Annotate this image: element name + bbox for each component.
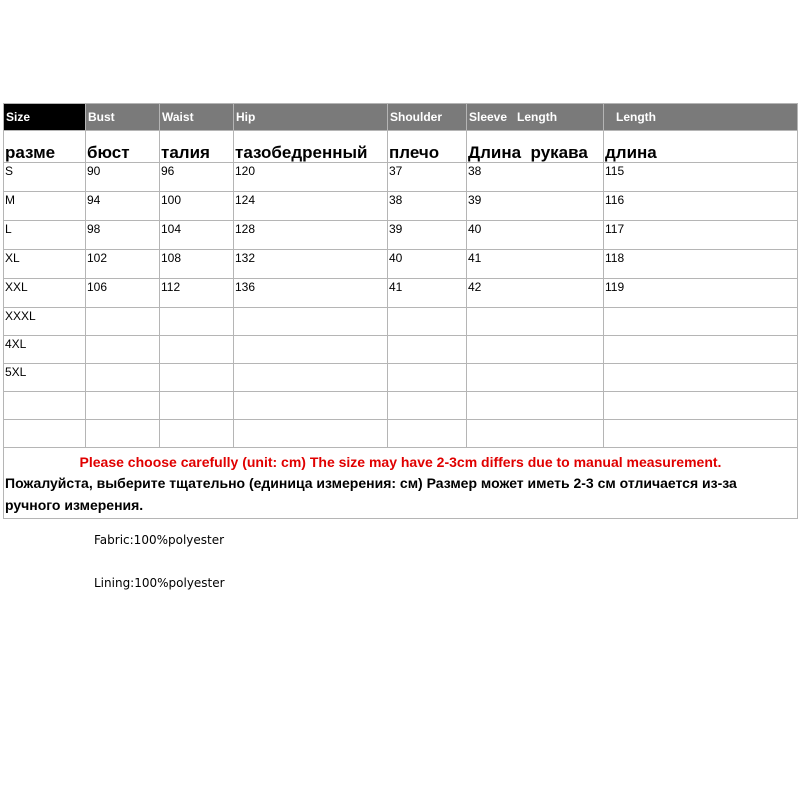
table-row — [4, 336, 798, 364]
cell-length: 116 — [604, 192, 798, 221]
cell-shoulder — [388, 392, 467, 420]
lining-info: Lining:100%polyester — [94, 576, 225, 590]
cell-hip — [234, 336, 388, 364]
cell-bust: 102 — [86, 250, 160, 279]
cell-waist: 112 — [160, 279, 234, 308]
cell-length — [604, 420, 798, 448]
cell-sleeve-length — [467, 420, 604, 448]
cell-sleeve-length: 41 — [467, 250, 604, 279]
cell-size: XXL — [4, 279, 86, 308]
cell-hip — [234, 364, 388, 392]
fabric-info: Fabric:100%polyester — [94, 533, 225, 547]
cell-waist — [160, 336, 234, 364]
cell-sleeve-length: 39 — [467, 192, 604, 221]
header-bust: Bust — [86, 104, 160, 131]
cell-size: XXXL — [4, 308, 86, 336]
cell-length: 119 — [604, 279, 798, 308]
cell-waist — [160, 420, 234, 448]
cell-bust: 94 — [86, 192, 160, 221]
cell-shoulder: 37 — [388, 163, 467, 192]
header-shoulder: Shoulder — [388, 104, 467, 131]
cell-sleeve-length — [467, 308, 604, 336]
cell-waist — [160, 308, 234, 336]
cell-sleeve-length: 40 — [467, 221, 604, 250]
note-cell — [4, 448, 798, 519]
note-english: Please choose carefully (unit: cm) The size may have 2-3cm differs due to manual measurement. — [79, 454, 722, 470]
cell-waist: 100 — [160, 192, 234, 221]
cell-length — [604, 364, 798, 392]
cell-sleeve-length — [467, 364, 604, 392]
table-row — [4, 279, 798, 308]
cell-sleeve-length — [467, 336, 604, 364]
cell-bust: 106 — [86, 279, 160, 308]
cell-length — [604, 392, 798, 420]
cell-waist: 96 — [160, 163, 234, 192]
header-ru-hip: тазобедренный — [234, 131, 388, 163]
cell-hip: 136 — [234, 279, 388, 308]
cell-sleeve-length: 38 — [467, 163, 604, 192]
header-ru-bust: бюст — [86, 131, 160, 163]
header-row-english — [4, 104, 798, 131]
cell-shoulder: 40 — [388, 250, 467, 279]
cell-hip — [234, 392, 388, 420]
cell-bust — [86, 420, 160, 448]
note-russian: Пожалуйста, выберите тщательно (единица измерения: см) Размер может иметь 2-3 см отличается из-за ручного измерения. — [5, 475, 737, 513]
cell-bust — [86, 364, 160, 392]
table-row — [4, 221, 798, 250]
cell-size: L — [4, 221, 86, 250]
size-chart-table — [3, 103, 798, 519]
cell-shoulder: 39 — [388, 221, 467, 250]
cell-bust — [86, 336, 160, 364]
table-row — [4, 163, 798, 192]
cell-waist — [160, 364, 234, 392]
cell-length: 117 — [604, 221, 798, 250]
cell-waist: 104 — [160, 221, 234, 250]
table-row — [4, 420, 798, 448]
cell-bust — [86, 392, 160, 420]
cell-shoulder — [388, 336, 467, 364]
header-ru-sleeve-length: Длина рукава — [467, 131, 604, 163]
cell-hip — [234, 420, 388, 448]
cell-length: 118 — [604, 250, 798, 279]
cell-hip: 124 — [234, 192, 388, 221]
cell-bust: 98 — [86, 221, 160, 250]
table-row — [4, 192, 798, 221]
cell-shoulder — [388, 420, 467, 448]
cell-hip: 120 — [234, 163, 388, 192]
cell-shoulder: 38 — [388, 192, 467, 221]
header-ru-size: разме — [4, 131, 86, 163]
header-waist: Waist — [160, 104, 234, 131]
cell-hip — [234, 308, 388, 336]
header-ru-waist: талия — [160, 131, 234, 163]
header-ru-length: длина — [604, 131, 798, 163]
header-row-russian — [4, 131, 798, 163]
table-row — [4, 250, 798, 279]
cell-bust — [86, 308, 160, 336]
cell-size — [4, 420, 86, 448]
cell-hip: 132 — [234, 250, 388, 279]
cell-sleeve-length — [467, 392, 604, 420]
header-hip: Hip — [234, 104, 388, 131]
cell-shoulder: 41 — [388, 279, 467, 308]
cell-size: 5XL — [4, 364, 86, 392]
header-length: Length — [604, 104, 798, 131]
header-ru-shoulder: плечо — [388, 131, 467, 163]
table-row — [4, 308, 798, 336]
table-row — [4, 364, 798, 392]
note-row — [4, 448, 798, 519]
cell-size — [4, 392, 86, 420]
cell-length: 115 — [604, 163, 798, 192]
cell-size: S — [4, 163, 86, 192]
cell-size: M — [4, 192, 86, 221]
cell-length — [604, 336, 798, 364]
cell-shoulder — [388, 364, 467, 392]
cell-hip: 128 — [234, 221, 388, 250]
cell-waist: 108 — [160, 250, 234, 279]
cell-size: 4XL — [4, 336, 86, 364]
header-size: Size — [4, 104, 86, 131]
table-row — [4, 392, 798, 420]
cell-size: XL — [4, 250, 86, 279]
cell-length — [604, 308, 798, 336]
header-sleeve-length: Sleeve Length — [467, 104, 604, 131]
cell-waist — [160, 392, 234, 420]
cell-sleeve-length: 42 — [467, 279, 604, 308]
cell-shoulder — [388, 308, 467, 336]
cell-bust: 90 — [86, 163, 160, 192]
